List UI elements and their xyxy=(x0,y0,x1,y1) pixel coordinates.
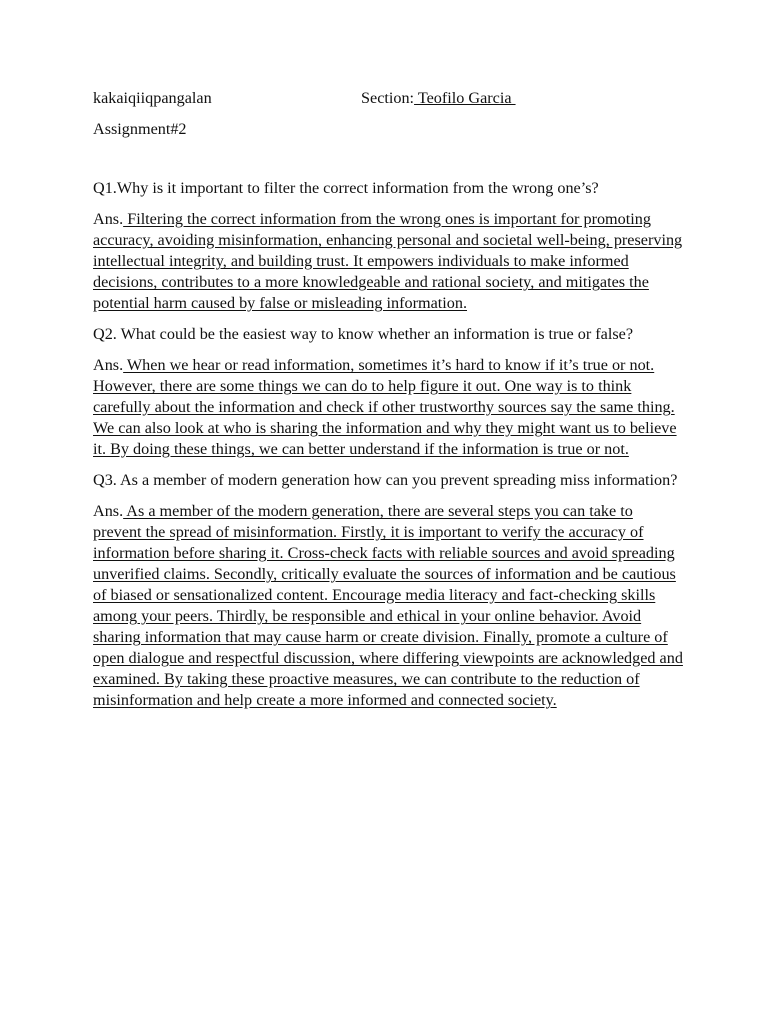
answer-3 xyxy=(93,501,683,711)
assignment-title: Assignment#2 xyxy=(93,120,187,138)
question-1: Q1.Why is it important to filter the correct information from the wrong one’s? xyxy=(93,179,599,197)
answer-1 xyxy=(93,209,683,314)
answer-3-prefix: Ans. xyxy=(93,502,124,520)
section-label: Section: xyxy=(361,89,415,107)
answer-1-text: Filtering the correct information from the wrong ones is important for promoting accuracy, avoiding misinformation, enhancing personal and societal well-being, preserving intellectual integrity, and building trust. It empowers individuals to make informed decisions, contributes to a more knowledgeable and rational society, and mitigates the potential harm caused by false or misleading information. xyxy=(93,210,683,312)
question-3: Q3. As a member of modern generation how can you prevent spreading miss information? xyxy=(93,471,678,489)
section-value: Teofilo Garcia xyxy=(414,89,516,107)
document-page xyxy=(93,86,683,711)
answer-2 xyxy=(93,355,683,460)
answer-1-prefix: Ans. xyxy=(93,210,124,228)
question-2: Q2. What could be the easiest way to know whether an information is true or false? xyxy=(93,325,634,343)
answer-3-text: As a member of the modern generation, there are several steps you can take to prevent the spread of misinformation. Firstly, it is important to verify the accuracy of information before sharing it. Cross-check facts with reliable sources and avoid spreading unverified claims. Secondly, critically evaluate the sources of information and be cautious of biased or sensationalized content. Encourage media literacy and fact-checking skills among your peers. Thirdly, be responsible and ethical in your online behavior. Avoid sharing information that may cause harm or create division. Finally, promote a culture of open dialogue and respectful discussion, where differing viewpoints are acknowledged and examined. By taking these proactive measures, we can contribute to the reduction of misinformation and help create a more informed and connected society. xyxy=(93,502,683,709)
answer-2-prefix: Ans. xyxy=(93,356,124,374)
answer-2-text: When we hear or read information, sometimes it’s hard to know if it’s true or not. However, there are some things we can do to help figure it out. One way is to think carefully about the information and check if other trustworthy sources say the same thing. We can also look at who is sharing the information and why they might want us to believe it. By doing these things, we can better understand if the information is true or not. xyxy=(93,356,677,458)
student-name: kakaiqiiqpangalan xyxy=(93,89,212,107)
header-row xyxy=(93,88,683,110)
